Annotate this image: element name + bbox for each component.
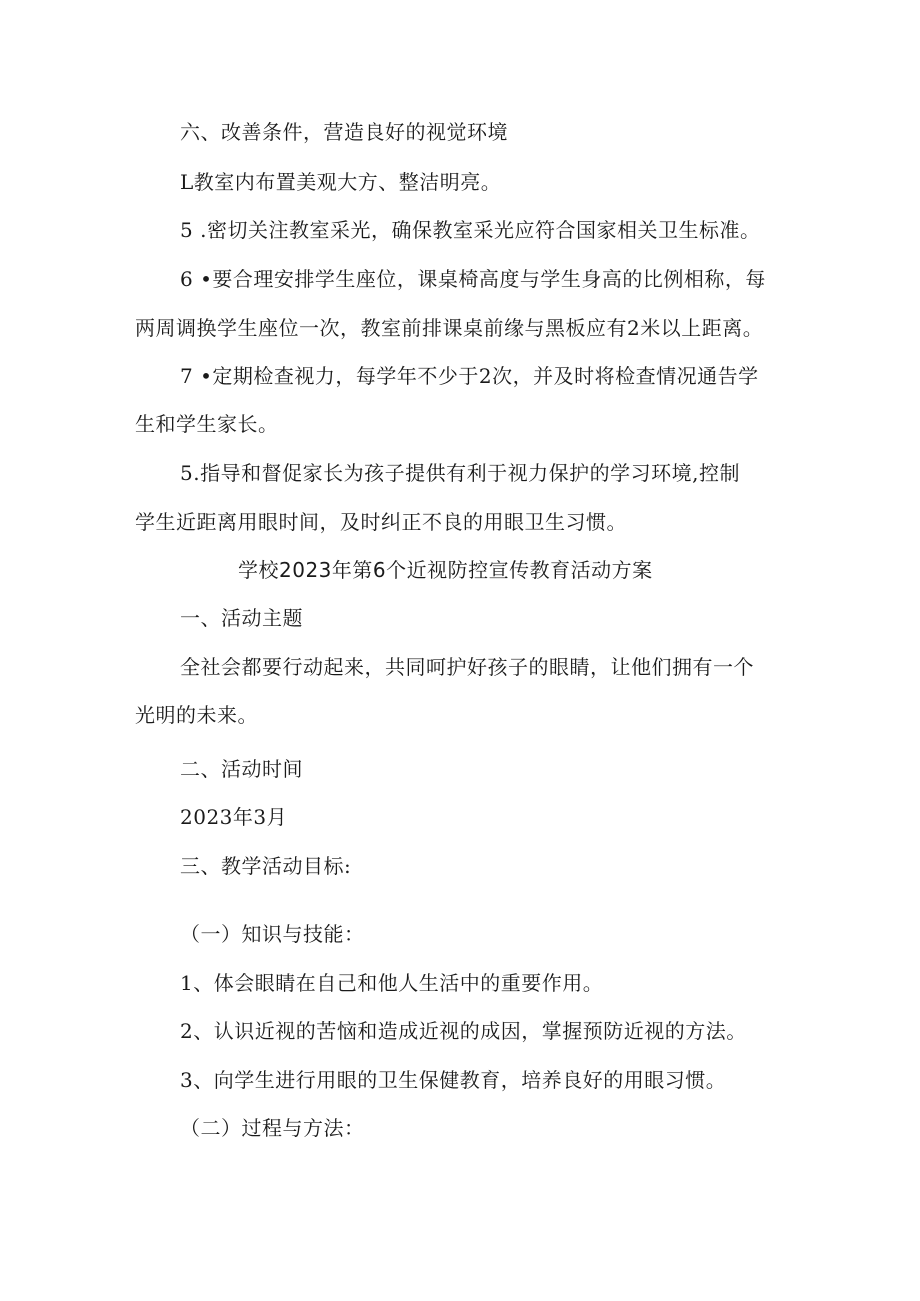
paragraph-item-1: L教室内布置美观大方、整洁明亮。 [180, 170, 502, 194]
section-heading-1: 一、活动主题 [180, 606, 303, 630]
subheading-process-methods: （二）过程与方法： [180, 1116, 365, 1140]
activity-date: 2023年3月 [180, 805, 288, 829]
paragraph-item-5b-line1: 5.指导和督促家长为孩子提供有利于视力保护的学习环境,控制 [180, 461, 740, 485]
section-heading-3: 三、教学活动目标: [180, 854, 352, 878]
document-title: 学校2023年第6个近视防控宣传教育活动方案 [238, 558, 653, 582]
section-heading-6: 六、改善条件，营造良好的视觉环境 [180, 120, 508, 144]
paragraph-item-5: 5 .密切关注教室采光，确保教室采光应符合国家相关卫生标准。 [180, 218, 761, 242]
goal-item-2: 2、认识近视的苦恼和造成近视的成因，掌握预防近视的方法。 [180, 1019, 747, 1043]
theme-text-line2: 光明的未来。 [135, 703, 258, 727]
paragraph-item-7-line2: 生和学生家长。 [135, 412, 279, 436]
paragraph-item-6-line2: 两周调换学生座位一次，教室前排课桌前缘与黑板应有2米以上距离。 [135, 316, 764, 340]
subheading-knowledge-skills: （一）知识与技能： [180, 922, 365, 946]
goal-item-3: 3、向学生进行用眼的卫生保健教育，培养良好的用眼习惯。 [180, 1068, 727, 1092]
theme-text-line1: 全社会都要行动起来，共同呵护好孩子的眼睛，让他们拥有一个 [180, 655, 754, 679]
paragraph-item-7-line1: 7 •定期检查视力，每学年不少于2次，并及时将检查情况通告学 [180, 364, 759, 388]
section-heading-2: 二、活动时间 [180, 757, 303, 781]
paragraph-item-5b-line2: 学生近距离用眼时间，及时纠正不良的用眼卫生习惯。 [135, 510, 627, 534]
paragraph-item-6-line1: 6 •要合理安排学生座位，课桌椅高度与学生身高的比例相称，每 [180, 267, 766, 291]
goal-item-1: 1、体会眼睛在自己和他人生活中的重要作用。 [180, 971, 604, 995]
